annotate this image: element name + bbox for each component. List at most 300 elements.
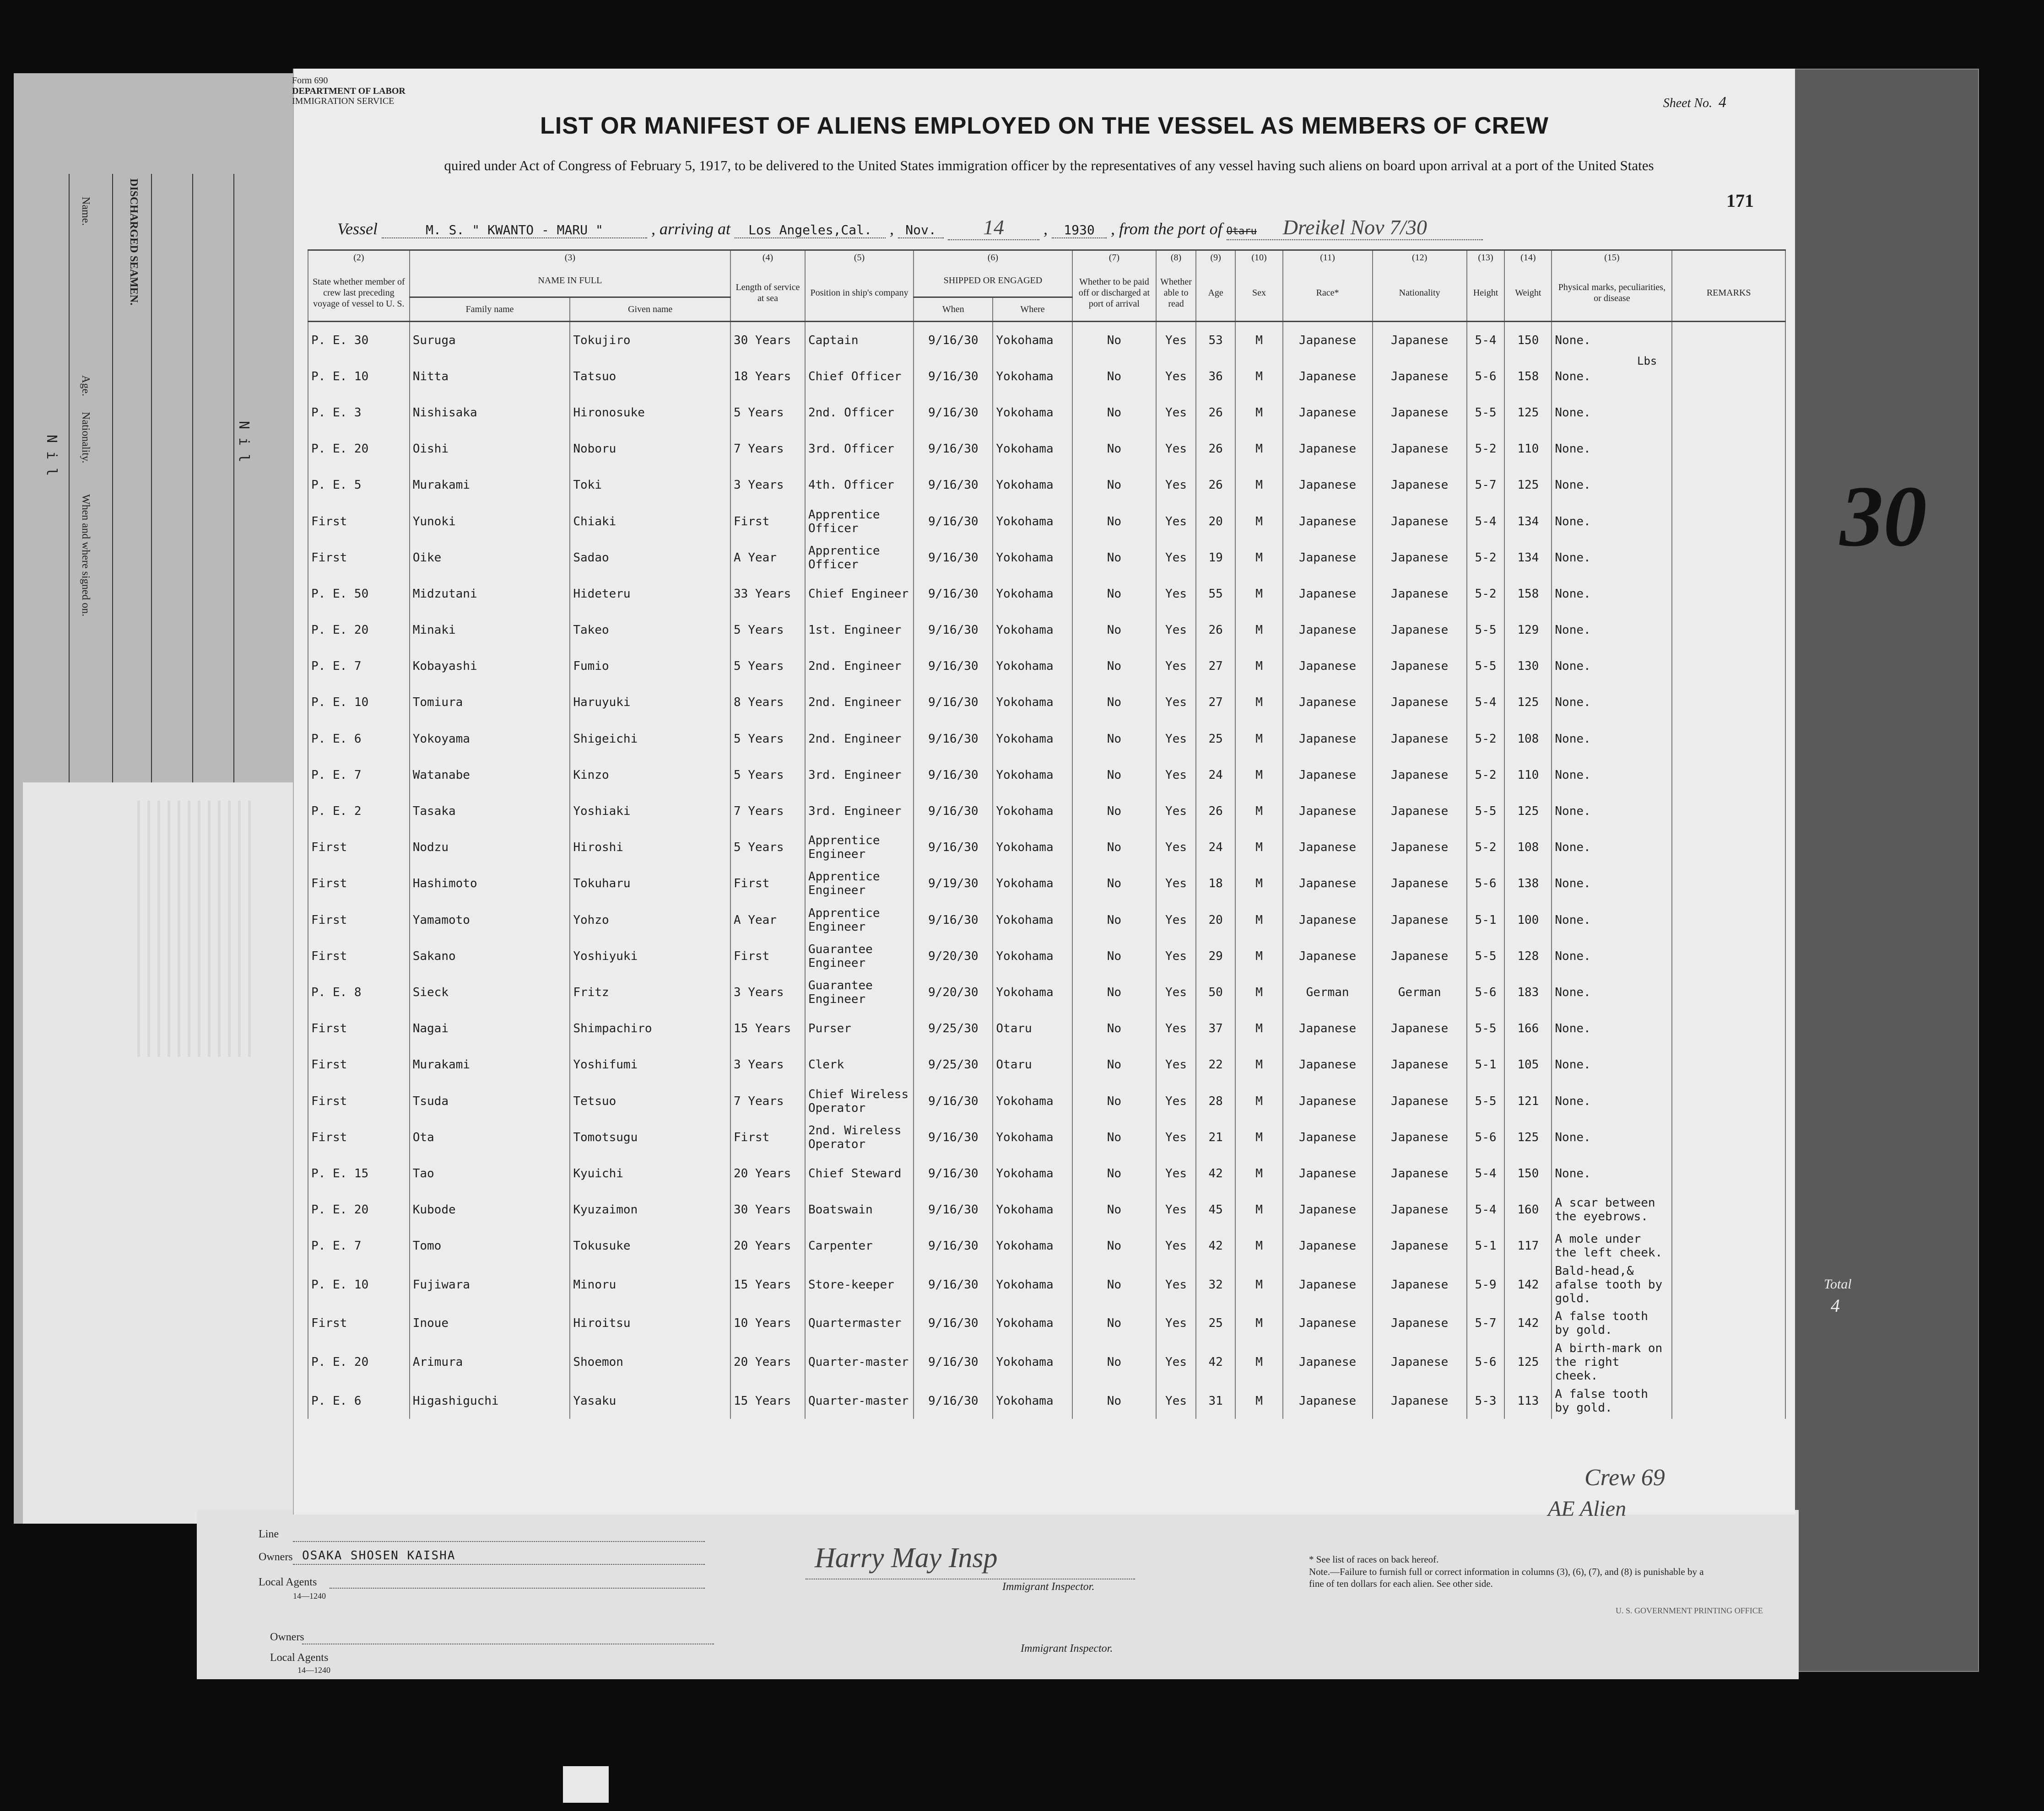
margin-number: 30 [1840, 469, 1927, 565]
physical-marks: None. [1552, 322, 1672, 359]
physical-marks: None. [1552, 1011, 1672, 1047]
form-code: 14—1240 [293, 1591, 326, 1601]
weight: 138 [1504, 866, 1552, 902]
able-to-read: Yes [1156, 576, 1196, 612]
able-to-read: Yes [1156, 1119, 1196, 1155]
crew-state: P. E. 50 [308, 576, 410, 612]
department: DEPARTMENT OF LABOR [292, 86, 406, 96]
able-to-read: Yes [1156, 358, 1196, 394]
able-to-read: Yes [1156, 612, 1196, 648]
background-sheet [1785, 69, 1979, 1672]
given-name: Yoshiyuki [570, 938, 730, 974]
able-to-read: Yes [1156, 1047, 1196, 1083]
position: 1st. Engineer [805, 612, 914, 648]
given-name: Chiaki [570, 503, 730, 539]
given-name: Fritz [570, 974, 730, 1010]
position: Purser [805, 1011, 914, 1047]
crew-state: First [308, 902, 410, 938]
table-row [308, 576, 1785, 612]
crew-state: P. E. 2 [308, 793, 410, 829]
shipped-when: 9/16/30 [914, 1192, 993, 1228]
paid-off: No [1072, 866, 1157, 902]
shipped-when: 9/25/30 [914, 1011, 993, 1047]
table-row [308, 685, 1785, 721]
given-name: Yoshiaki [570, 793, 730, 829]
paid-off: No [1072, 685, 1157, 721]
sex: M [1235, 938, 1282, 974]
col-num: (5) [805, 250, 914, 265]
position: 3rd. Engineer [805, 793, 914, 829]
age: 20 [1196, 503, 1236, 539]
shipped-where: Yokohama [993, 1155, 1072, 1191]
able-to-read: Yes [1156, 467, 1196, 503]
age: 26 [1196, 467, 1236, 503]
race: Japanese [1283, 1155, 1373, 1191]
strip-nil-1: N i l [43, 435, 59, 476]
sex: M [1235, 757, 1282, 793]
race: Japanese [1283, 503, 1373, 539]
weight: 108 [1504, 721, 1552, 757]
age: 18 [1196, 866, 1236, 902]
position: 3rd. Engineer [805, 757, 914, 793]
family-name: Yunoki [410, 503, 570, 539]
remarks [1672, 1047, 1785, 1083]
height: 5-5 [1467, 394, 1505, 431]
nationality: Japanese [1373, 1264, 1467, 1305]
header-where: Where [993, 297, 1072, 322]
height: 5-6 [1467, 1119, 1505, 1155]
remarks [1672, 322, 1785, 359]
remarks [1672, 685, 1785, 721]
position: Chief Engineer [805, 576, 914, 612]
age: 27 [1196, 648, 1236, 685]
given-name: Shimpachiro [570, 1011, 730, 1047]
shipped-when: 9/16/30 [914, 721, 993, 757]
arrival-month: Nov. [898, 222, 944, 238]
crew-state: First [308, 1119, 410, 1155]
physical-marks: None. [1552, 757, 1672, 793]
manifest-title: LIST OR MANIFEST OF ALIENS EMPLOYED ON THE VESSEL AS MEMBERS OF CREW [540, 113, 1549, 139]
side-total: 4 [1831, 1295, 1840, 1316]
family-name: Kubode [410, 1192, 570, 1228]
service-length: 7 Years [730, 1083, 805, 1119]
crew-state: P. E. 7 [308, 1228, 410, 1264]
crew-table [308, 249, 1786, 1419]
race: Japanese [1283, 431, 1373, 467]
remarks [1672, 1228, 1785, 1264]
height: 5-5 [1467, 1083, 1505, 1119]
height: 5-6 [1467, 358, 1505, 394]
physical-marks: Bald-head,& afalse tooth by gold. [1552, 1264, 1672, 1305]
able-to-read: Yes [1156, 1264, 1196, 1305]
position: Apprentice Engineer [805, 902, 914, 938]
family-name: Murakami [410, 467, 570, 503]
able-to-read: Yes [1156, 793, 1196, 829]
given-name: Hideteru [570, 576, 730, 612]
family-name: Inoue [410, 1305, 570, 1342]
able-to-read: Yes [1156, 1192, 1196, 1228]
sheet-number [1663, 94, 1726, 111]
col-num: (15) [1552, 250, 1672, 265]
race: Japanese [1283, 1264, 1373, 1305]
race: Japanese [1283, 793, 1373, 829]
table-row [308, 1305, 1785, 1342]
able-to-read: Yes [1156, 685, 1196, 721]
nationality: Japanese [1373, 1305, 1467, 1342]
weight: 117 [1504, 1228, 1552, 1264]
crew-state: P. E. 5 [308, 467, 410, 503]
nationality: Japanese [1373, 1383, 1467, 1419]
sex: M [1235, 394, 1282, 431]
service-length: 5 Years [730, 612, 805, 648]
vessel-name: M. S. " KWANTO - MARU " [382, 222, 647, 238]
race-note: * See list of races on back hereof. [1309, 1554, 1439, 1565]
age: 29 [1196, 938, 1236, 974]
service: IMMIGRATION SERVICE [292, 96, 395, 106]
family-name: Oishi [410, 431, 570, 467]
crew-state: First [308, 503, 410, 539]
strip-age-col: Age. [80, 375, 92, 396]
family-name: Hashimoto [410, 866, 570, 902]
penalty-note: Note.—Failure to furnish full or correct information in columns (3), (6), (7), and (8) is punishable by a fine of ten dollars for each alien. See other side. [1309, 1566, 1704, 1589]
physical-marks: None. [1552, 1083, 1672, 1119]
able-to-read: Yes [1156, 1011, 1196, 1047]
family-name: Midzutani [410, 576, 570, 612]
sex: M [1235, 1011, 1282, 1047]
position: Apprentice Engineer [805, 866, 914, 902]
header-age: Age [1196, 264, 1236, 322]
table-row [308, 721, 1785, 757]
header-given: Given name [570, 297, 730, 322]
family-name: Fujiwara [410, 1264, 570, 1305]
height: 5-2 [1467, 757, 1505, 793]
shipped-when: 9/16/30 [914, 1228, 993, 1264]
service-length: 30 Years [730, 322, 805, 359]
page-number: 171 [1726, 190, 1754, 211]
line-rule [293, 1541, 705, 1542]
crew-state: P. E. 10 [308, 358, 410, 394]
header-race: Race* [1283, 264, 1373, 322]
remarks [1672, 721, 1785, 757]
sex: M [1235, 793, 1282, 829]
shipped-where: Yokohama [993, 322, 1072, 359]
weight: 150 [1504, 1155, 1552, 1191]
service-length: 5 Years [730, 394, 805, 431]
sex: M [1235, 1155, 1282, 1191]
weight: 125 [1504, 793, 1552, 829]
weight: 108 [1504, 830, 1552, 866]
col-num: (11) [1283, 250, 1373, 265]
physical-marks: None. [1552, 1155, 1672, 1191]
crew-state: P. E. 6 [308, 721, 410, 757]
age: 25 [1196, 721, 1236, 757]
shipped-when: 9/16/30 [914, 503, 993, 539]
position: 3rd. Officer [805, 431, 914, 467]
col-num: (2) [308, 250, 410, 265]
given-name: Tetsuo [570, 1083, 730, 1119]
crew-state: First [308, 539, 410, 576]
position: 2nd. Engineer [805, 721, 914, 757]
shipped-where: Yokohama [993, 1192, 1072, 1228]
shipped-when: 9/20/30 [914, 974, 993, 1010]
age: 45 [1196, 1192, 1236, 1228]
remarks [1672, 1083, 1785, 1119]
weight: 125 [1504, 1342, 1552, 1383]
handwritten-port: Dreikel Nov 7/30 [1282, 216, 1427, 239]
paid-off: No [1072, 322, 1157, 359]
shipped-when: 9/25/30 [914, 1047, 993, 1083]
physical-marks: None. [1552, 938, 1672, 974]
weight: 160 [1504, 1192, 1552, 1228]
crew-state: P. E. 20 [308, 1192, 410, 1228]
header-remarks: REMARKS [1672, 264, 1785, 322]
service-length: 30 Years [730, 1192, 805, 1228]
arriving-label: , arriving at [651, 220, 730, 238]
shipped-where: Yokohama [993, 503, 1072, 539]
physical-marks: None. [1552, 866, 1672, 902]
height: 5-4 [1467, 503, 1505, 539]
shipped-where: Yokohama [993, 685, 1072, 721]
shipped-when: 9/16/30 [914, 648, 993, 685]
remarks [1672, 503, 1785, 539]
weight: 121 [1504, 1083, 1552, 1119]
strip-nil-2: N i l [236, 421, 252, 463]
position: Guarantee Engineer [805, 974, 914, 1010]
given-name: Hironosuke [570, 394, 730, 431]
family-name: Sieck [410, 974, 570, 1010]
physical-marks: A false tooth by gold. [1552, 1383, 1672, 1419]
sex: M [1235, 1192, 1282, 1228]
age: 21 [1196, 1119, 1236, 1155]
race: Japanese [1283, 648, 1373, 685]
race: Japanese [1283, 1192, 1373, 1228]
nationality: Japanese [1373, 503, 1467, 539]
service-length: A Year [730, 539, 805, 576]
height: 5-6 [1467, 866, 1505, 902]
crew-state: P. E. 10 [308, 685, 410, 721]
family-name: Tasaka [410, 793, 570, 829]
shipped-when: 9/16/30 [914, 685, 993, 721]
remarks [1672, 1383, 1785, 1419]
table-row [308, 431, 1785, 467]
crew-state: P. E. 3 [308, 394, 410, 431]
family-name: Nodzu [410, 830, 570, 866]
family-name: Nagai [410, 1011, 570, 1047]
sex: M [1235, 721, 1282, 757]
shipped-when: 9/19/30 [914, 866, 993, 902]
service-length: 15 Years [730, 1383, 805, 1419]
agents-label-2: Local Agents [270, 1652, 329, 1664]
strip-rule [69, 174, 70, 814]
sex: M [1235, 358, 1282, 394]
able-to-read: Yes [1156, 757, 1196, 793]
physical-marks: A mole under the left cheek. [1552, 1228, 1672, 1264]
nationality: Japanese [1373, 721, 1467, 757]
remarks [1672, 467, 1785, 503]
weight: 110 [1504, 431, 1552, 467]
remarks [1672, 358, 1785, 394]
shipped-where: Yokohama [993, 1264, 1072, 1305]
nationality: Japanese [1373, 539, 1467, 576]
crew-state: First [308, 866, 410, 902]
race: Japanese [1283, 539, 1373, 576]
paid-off: No [1072, 1011, 1157, 1047]
crew-state: P. E. 20 [308, 1342, 410, 1383]
struck-port: Otaru [1226, 226, 1257, 237]
physical-marks: None. [1552, 1047, 1672, 1083]
paid-off: No [1072, 612, 1157, 648]
remarks [1672, 1342, 1785, 1383]
crew-state: First [308, 1305, 410, 1342]
race: Japanese [1283, 612, 1373, 648]
weight: 129 [1504, 612, 1552, 648]
sex: M [1235, 467, 1282, 503]
weight: 134 [1504, 539, 1552, 576]
sex: M [1235, 866, 1282, 902]
paid-off: No [1072, 1119, 1157, 1155]
crew-signature: Crew 69 [1584, 1465, 1665, 1491]
service-length: First [730, 866, 805, 902]
nationality: Japanese [1373, 938, 1467, 974]
service-length: First [730, 503, 805, 539]
inspector-label-2: Immigrant Inspector. [1021, 1643, 1113, 1655]
sheet-value: 4 [1719, 94, 1726, 111]
remarks [1672, 1011, 1785, 1047]
sex: M [1235, 648, 1282, 685]
table-row [308, 974, 1785, 1010]
age: 27 [1196, 685, 1236, 721]
manifest-sheet [292, 69, 1795, 1521]
height: 5-5 [1467, 1011, 1505, 1047]
age: 42 [1196, 1155, 1236, 1191]
arrival-port: Los Angeles,Cal. [735, 222, 886, 238]
nationality: Japanese [1373, 902, 1467, 938]
sex: M [1235, 539, 1282, 576]
crew-state: P. E. 20 [308, 431, 410, 467]
height: 5-2 [1467, 539, 1505, 576]
height: 5-4 [1467, 1192, 1505, 1228]
given-name: Tatsuo [570, 358, 730, 394]
race: Japanese [1283, 1083, 1373, 1119]
race: Japanese [1283, 1011, 1373, 1047]
paid-off: No [1072, 1047, 1157, 1083]
able-to-read: Yes [1156, 830, 1196, 866]
crew-state: P. E. 20 [308, 612, 410, 648]
height: 5-5 [1467, 612, 1505, 648]
table-row [308, 1383, 1785, 1419]
shipped-where: Yokohama [993, 1342, 1072, 1383]
crew-state: P. E. 7 [308, 757, 410, 793]
owners-value: OSAKA SHOSEN KAISHA [302, 1549, 456, 1563]
race: Japanese [1283, 576, 1373, 612]
remarks [1672, 1155, 1785, 1191]
position: 2nd. Wireless Operator [805, 1119, 914, 1155]
header-name-in-full: NAME IN FULL [410, 264, 730, 297]
sex: M [1235, 1083, 1282, 1119]
lower-sheet [197, 1510, 1799, 1679]
physical-marks: None. [1552, 648, 1672, 685]
nationality: Japanese [1373, 866, 1467, 902]
age: 42 [1196, 1228, 1236, 1264]
position: Clerk [805, 1047, 914, 1083]
header-height: Height [1467, 264, 1505, 322]
weight: 125 [1504, 685, 1552, 721]
col-num: (6) [914, 250, 1072, 265]
physical-marks: None. [1552, 503, 1672, 539]
race: Japanese [1283, 721, 1373, 757]
nationality: Japanese [1373, 830, 1467, 866]
weight: 150 [1504, 322, 1552, 359]
family-name: Higashiguchi [410, 1383, 570, 1419]
col-num: (13) [1467, 250, 1505, 265]
shipped-where: Yokohama [993, 974, 1072, 1010]
remarks [1672, 866, 1785, 902]
age: 26 [1196, 612, 1236, 648]
age: 22 [1196, 1047, 1236, 1083]
nationality: German [1373, 974, 1467, 1010]
shipped-when: 9/16/30 [914, 1342, 993, 1383]
position: Apprentice Officer [805, 539, 914, 576]
header-paid-off: Whether to be paid off or discharged at port of arrival [1072, 264, 1157, 322]
height: 5-2 [1467, 830, 1505, 866]
height: 5-7 [1467, 467, 1505, 503]
position: 2nd. Officer [805, 394, 914, 431]
nationality: Japanese [1373, 1047, 1467, 1083]
position: Chief Steward [805, 1155, 914, 1191]
shipped-where: Yokohama [993, 938, 1072, 974]
paid-off: No [1072, 1083, 1157, 1119]
nationality: Japanese [1373, 467, 1467, 503]
age: 24 [1196, 757, 1236, 793]
sex: M [1235, 974, 1282, 1010]
remarks [1672, 1119, 1785, 1155]
height: 5-4 [1467, 685, 1505, 721]
family-name: Yamamoto [410, 902, 570, 938]
shipped-where: Otaru [993, 1047, 1072, 1083]
shipped-where: Yokohama [993, 467, 1072, 503]
nationality: Japanese [1373, 576, 1467, 612]
weight: 134 [1504, 503, 1552, 539]
sex: M [1235, 1383, 1282, 1419]
nationality: Japanese [1373, 757, 1467, 793]
family-name: Minaki [410, 612, 570, 648]
service-length: 5 Years [730, 830, 805, 866]
remarks [1672, 431, 1785, 467]
family-name: Nitta [410, 358, 570, 394]
shipped-when: 9/16/30 [914, 830, 993, 866]
paid-off: No [1072, 793, 1157, 829]
race: Japanese [1283, 394, 1373, 431]
physical-marks: None. [1552, 974, 1672, 1010]
service-length: 10 Years [730, 1305, 805, 1342]
weight: 158 [1504, 576, 1552, 612]
height: 5-5 [1467, 793, 1505, 829]
table-row [308, 612, 1785, 648]
remarks [1672, 1192, 1785, 1228]
table-row [308, 467, 1785, 503]
nationality: Japanese [1373, 648, 1467, 685]
service-length: 20 Years [730, 1342, 805, 1383]
weight: 130 [1504, 648, 1552, 685]
owners-label-2: Owners [270, 1631, 304, 1643]
service-length: 3 Years [730, 974, 805, 1010]
nationality: Japanese [1373, 1155, 1467, 1191]
given-name: Haruyuki [570, 685, 730, 721]
header-length: Length of service at sea [730, 264, 805, 322]
table-row [308, 322, 1785, 359]
sex: M [1235, 1264, 1282, 1305]
shipped-when: 9/16/30 [914, 576, 993, 612]
